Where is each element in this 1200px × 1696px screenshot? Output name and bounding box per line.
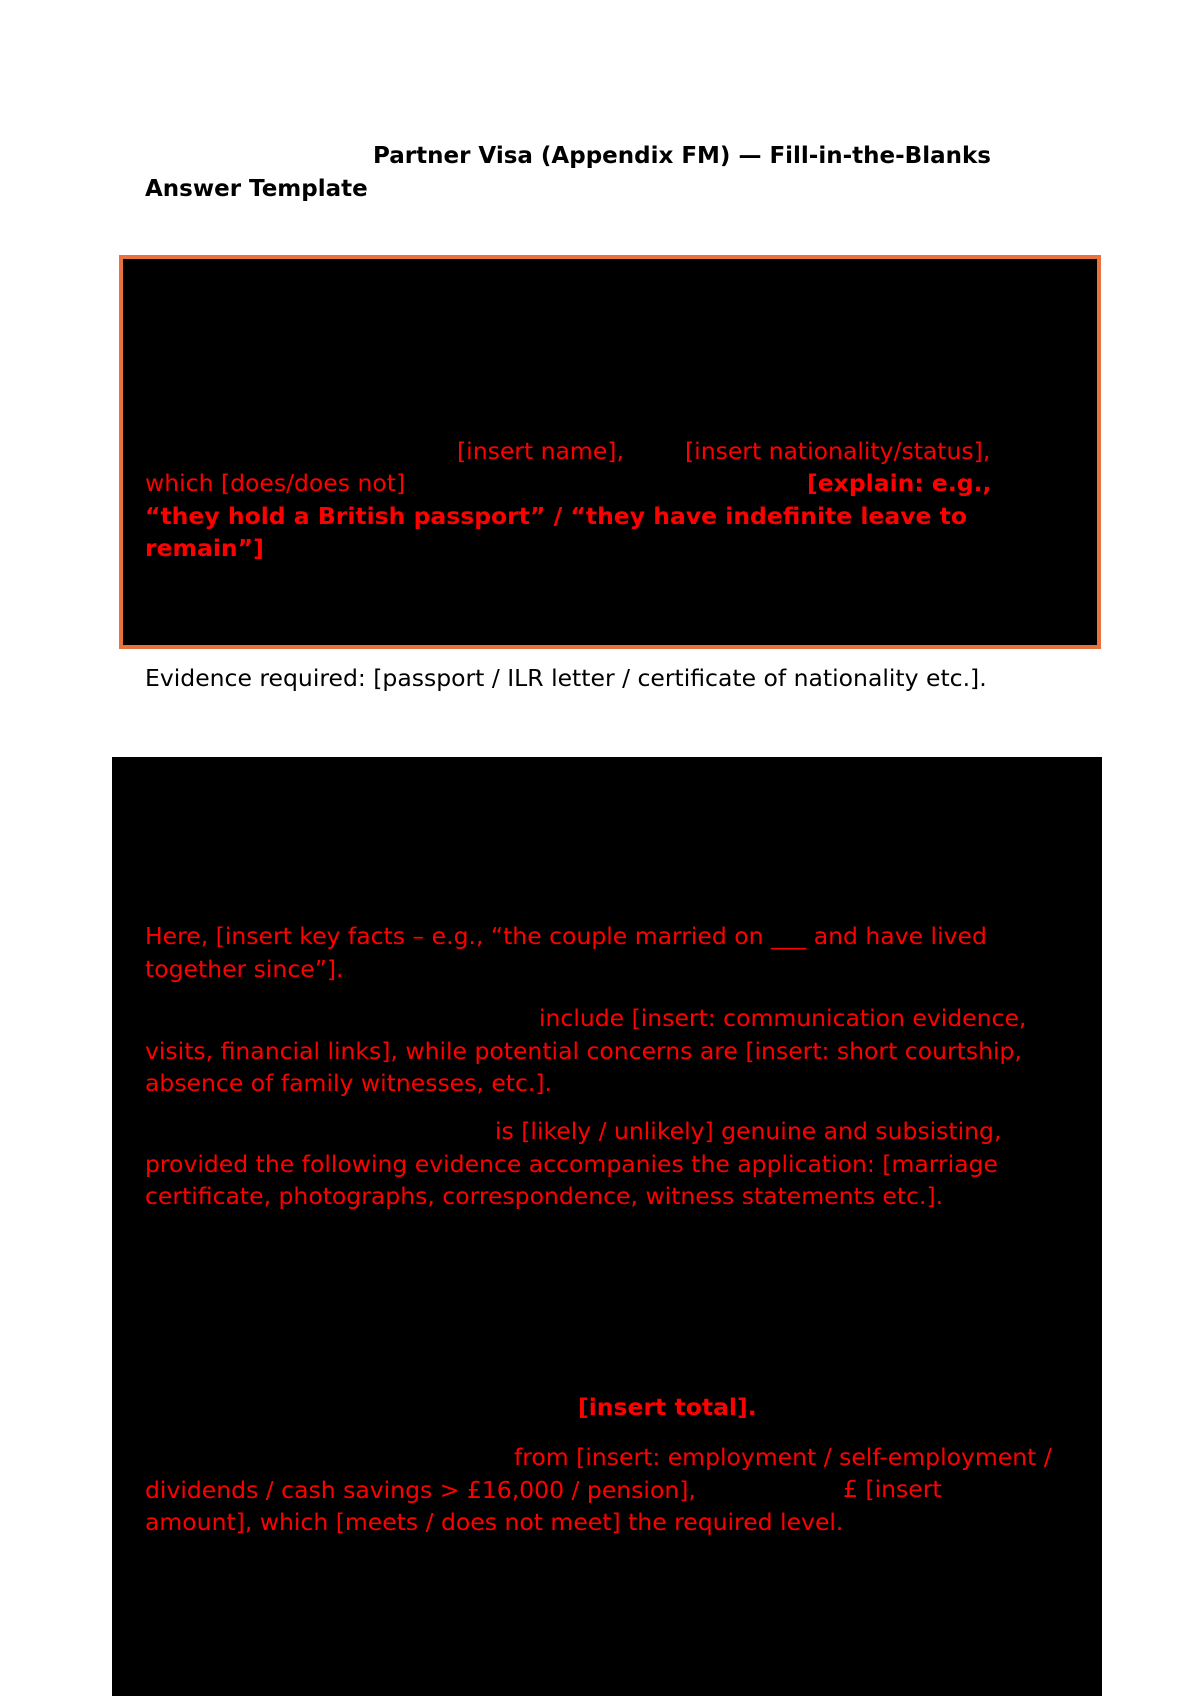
insert-nationality-placeholder: [insert nationality/status], [685, 437, 991, 465]
likely-genuine-placeholder [145, 1115, 1045, 1213]
page-title: Partner Visa (Appendix FM) — Fill-in-the-Blanks Answer Template [145, 143, 991, 202]
likely-genuine-text: is [likely / unlikely] genuine and subsisting, provided the following evidence accompanies the application: [marriage certificate, photographs, correspondence, witness statements etc.]. [145, 1117, 1002, 1210]
evidence-required-text: Evidence required: [passport / ILR letter / certificate of nationality etc.]. [145, 664, 987, 692]
include-evidence-text: include [insert: communication evidence, visits, financial links], while potential concerns are [insert: short courtship, absence of family witnesses, etc.]. [145, 1004, 1027, 1097]
does-does-not-placeholder: which [does/does not] [145, 469, 406, 497]
insert-amount-placeholder [145, 1473, 975, 1538]
insert-name-placeholder: [insert name], [457, 437, 624, 465]
explain-placeholder [145, 467, 1015, 565]
include-evidence-placeholder [145, 1002, 1060, 1100]
key-facts-text: Here, [insert key facts – e.g., “the couple married on ___ and have lived together since”]. [145, 922, 987, 983]
redacted-block-relationship-financial [112, 757, 1102, 1696]
key-facts-placeholder [145, 920, 1045, 985]
insert-amount-text: £ [insert amount], which [meets / does not meet] the required level. [145, 1475, 942, 1536]
explain-text: [explain: e.g., “they hold a British passport” / “they have indefinite leave to remain”] [145, 469, 992, 562]
insert-total-placeholder: [insert total]. [578, 1393, 757, 1421]
income-source-text: from [insert: employment / self-employment / dividends / cash savings > £16,000 / pension], [145, 1443, 1052, 1504]
